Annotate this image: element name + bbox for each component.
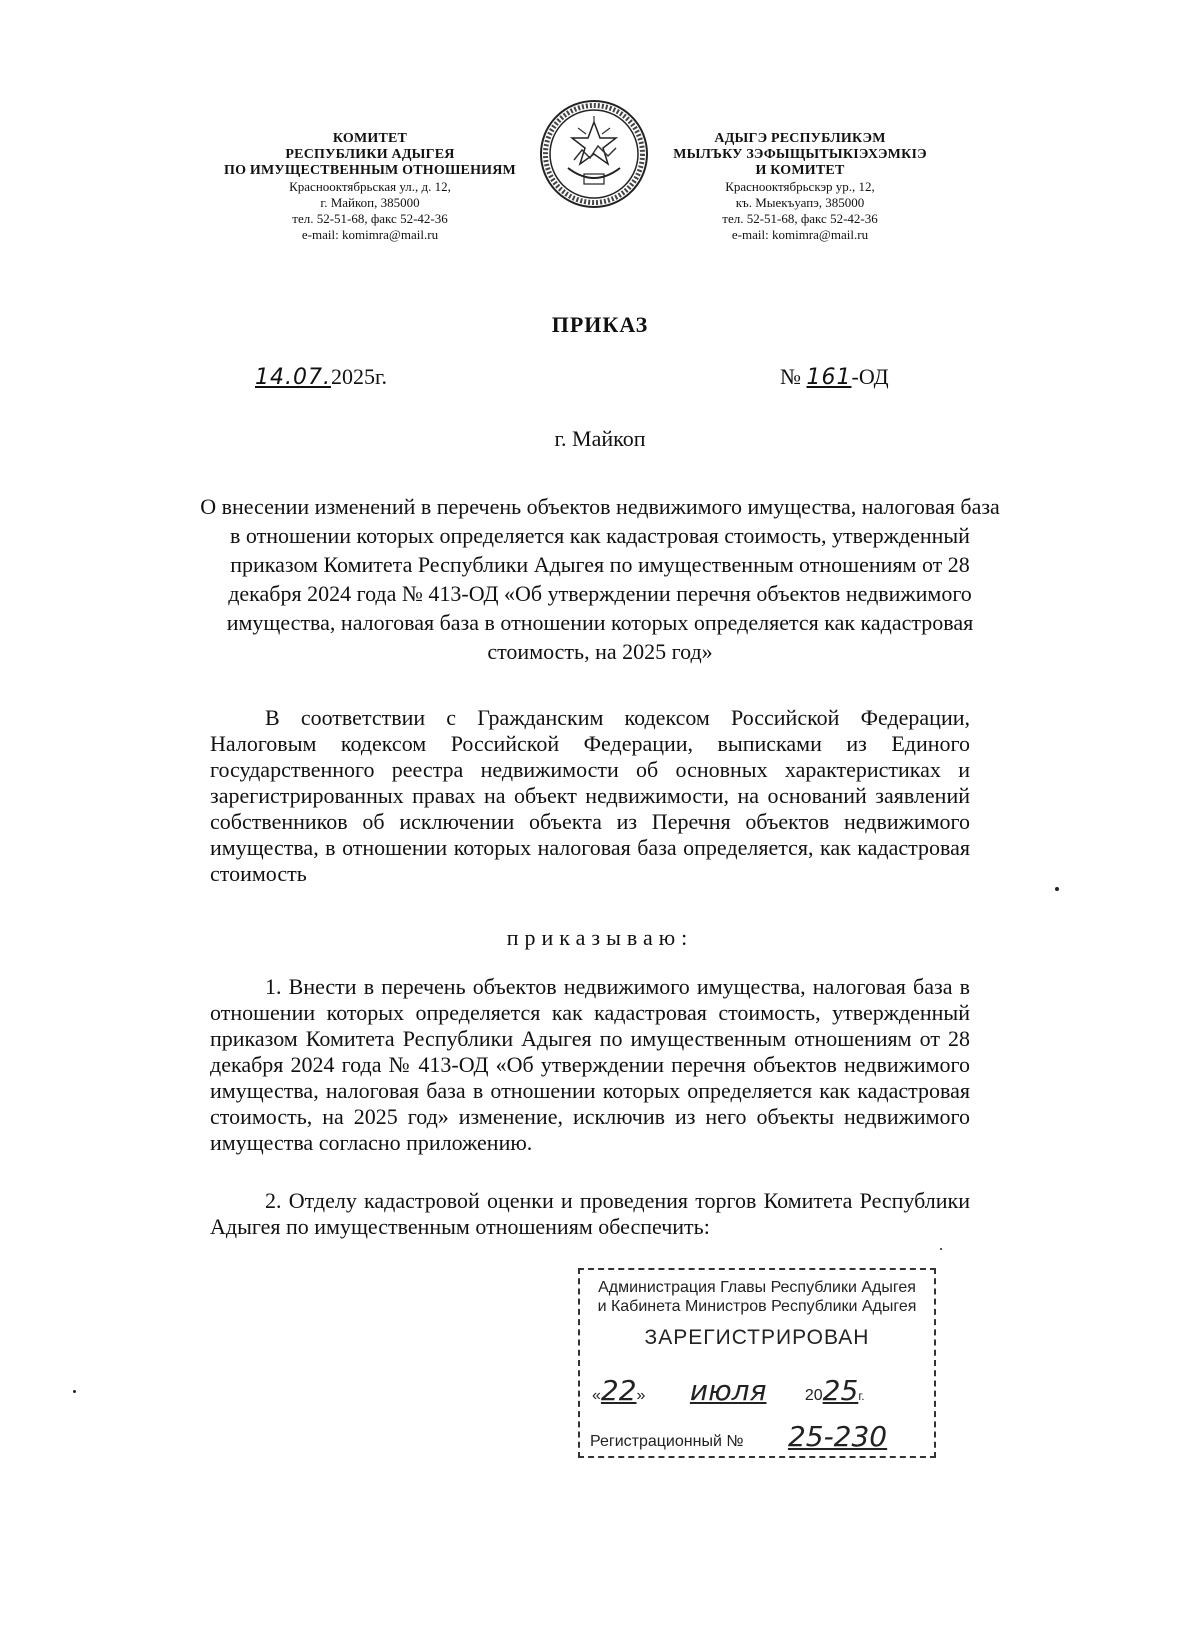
stamp-close-quote: » (636, 1387, 646, 1404)
org-phone: тел. 52-51-68, факс 52-42-36 (292, 211, 448, 226)
order-preamble: В соответствии с Гражданским кодексом Российской Федерации, Налоговым кодексом Российской Федерации, выписками из Единого государственного реестра недвижимости об основных характеристиках и зарегистрированных правах на объект недвижимости, на оснований заявлений собственников об исключении объекта из Перечня объектов недвижимого имущества, в отношении которых налоговая база определяется, как кадастровая стоимость (210, 705, 970, 886)
order-date (255, 364, 387, 390)
order-item-2: 2. Отделу кадастровой оценки и проведения торгов Комитета Республики Адыгея по имущественным отношениям обеспечить: (210, 1188, 970, 1239)
scan-speck (1055, 887, 1059, 891)
stamp-date (592, 1374, 932, 1407)
order-date-suffix: 2025г. (330, 364, 388, 389)
org-name-adyghe-line1: АДЫГЭ РЕСПУБЛИКЭМ (714, 131, 886, 146)
order-city: г. Майкоп (554, 426, 646, 451)
stamp-year-suffix: 25 (822, 1374, 859, 1407)
order-date-handwritten: 14.07. (255, 365, 331, 390)
org-name-line2: РЕСПУБЛИКИ АДЫГЕЯ (285, 147, 455, 162)
stamp-reg-label: Регистрационный № (590, 1433, 744, 1450)
stamp-year-g: г. (858, 1389, 865, 1403)
stamp-month: июля (689, 1374, 767, 1407)
header-right-block (650, 131, 950, 243)
org-address: Краснооктябрьская ул., д. 12, (289, 179, 451, 194)
org-name-line3: ПО ИМУЩЕСТВЕННЫМ ОТНОШЕНИЯМ (224, 163, 516, 178)
order-number-handwritten: 161 (806, 365, 852, 390)
stamp-org-line2: и Кабинета Министров Республики Адыгея (597, 1298, 917, 1315)
republic-coat-of-arms-icon (538, 98, 650, 210)
order-number-suffix: -ОД (851, 364, 889, 389)
org-city: г. Майкоп, 385000 (320, 195, 420, 210)
stamp-org (580, 1278, 934, 1316)
orders-word: приказываю: (506, 925, 694, 950)
stamp-registration (590, 1420, 930, 1453)
stamp-day: 22 (600, 1374, 637, 1407)
order-item-1: 1. Внести в перечень объектов недвижимого имущества, налоговая база в отношении которых определяется как кадастровая стоимость, утвержденный приказом Комитета Республики Адыгея по имущественным отношениям от 28 декабря 2024 года № 413-ОД «Об утверждении перечня объектов недвижимого имущества, налоговая база в отношении которых определяется как кадастровая стоимость, на 2025 год» изменение, исключив из него объекты недвижимого имущества согласно приложению. (210, 974, 970, 1155)
registration-stamp (578, 1268, 936, 1458)
header-left-block (190, 131, 550, 243)
scan-speck (940, 1248, 942, 1250)
org-name-adyghe-line3: И КОМИТЕТ (755, 163, 845, 178)
stamp-status: ЗАРЕГИСТРИРОВАН (644, 1326, 870, 1349)
org-name-line1: КОМИТЕТ (332, 131, 408, 146)
order-subject: О внесении изменений в перечень объектов недвижимого имущества, налоговая база в отношении которых определяется как кадастровая стоимость, утвержденный приказом Комитета Республики Адыгея по имущественным отношениям от 28 декабря 2024 года № 413-ОД «Об утверждении перечня объектов недвижимого имущества, налоговая база в отношении которых определяется как кадастровая стоимость, на 2025 год» (200, 494, 1000, 664)
org-email-adyghe: e-mail: komimra@mail.ru (731, 227, 869, 242)
stamp-reg-number: 25-230 (787, 1420, 888, 1453)
stamp-open-quote: « (592, 1387, 601, 1404)
stamp-year-prefix: 20 (804, 1387, 823, 1404)
org-name-adyghe-line2: МЫЛЪКУ ЗЭФЫЩЫТЫКIЭХЭМКIЭ (673, 147, 927, 162)
order-number (780, 364, 889, 390)
org-city-adyghe: къ. Мыекъуапэ, 385000 (735, 195, 865, 210)
order-number-prefix: № (780, 364, 801, 389)
scan-speck (73, 1390, 76, 1393)
org-phone-adyghe: тел. 52-51-68, факс 52-42-36 (722, 211, 878, 226)
stamp-org-line1: Администрация Главы Республики Адыгея (598, 1279, 916, 1296)
org-email: e-mail: komimra@mail.ru (301, 227, 439, 242)
org-address-adyghe: Краснооктябрьскэр ур., 12, (725, 179, 875, 194)
document-type-title: ПРИКАЗ (551, 312, 649, 337)
